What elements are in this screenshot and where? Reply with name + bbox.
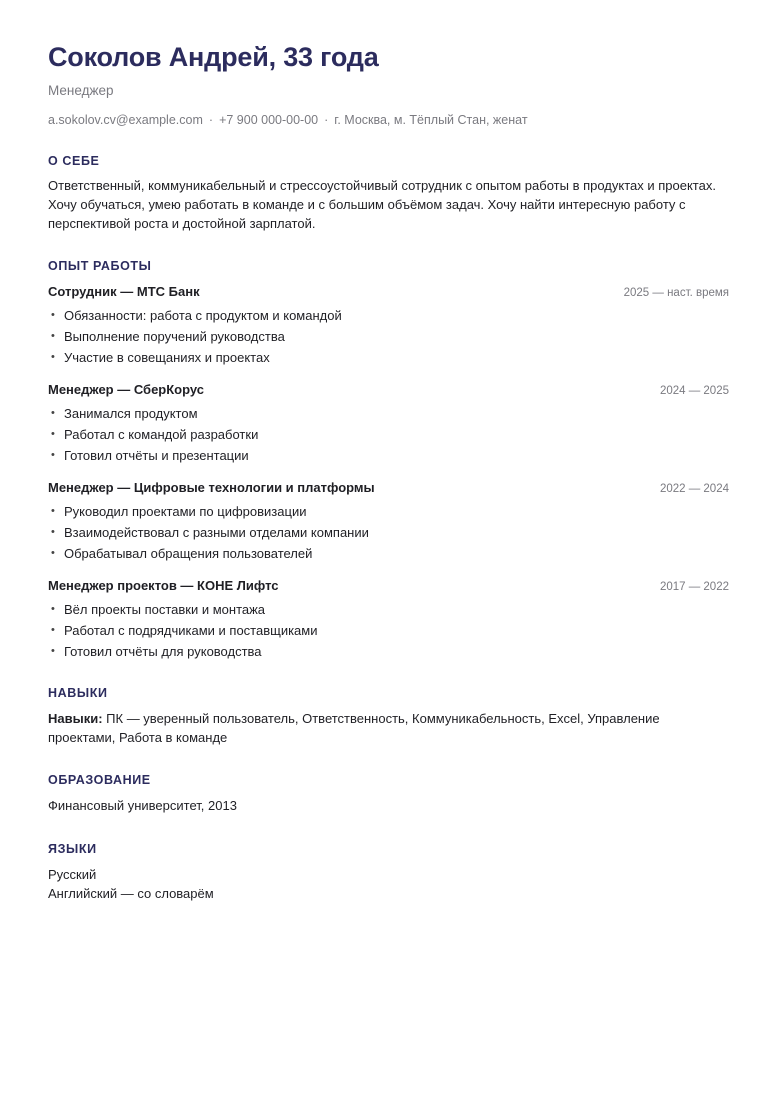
- contact-phone[interactable]: +7 900 000-00-00: [219, 113, 319, 127]
- candidate-name: Соколов Андрей, 33 года: [48, 42, 379, 72]
- bullet-icon: •: [51, 504, 55, 517]
- job-duties-list: [48, 501, 729, 564]
- job-duty: [48, 347, 729, 368]
- language-item: Английский — со словарём: [48, 886, 214, 902]
- contact-location: г. Москва, м. Тёплый Стан, женат: [334, 113, 528, 127]
- job-duty-text: Обрабатывал обращения пользователей: [64, 545, 313, 561]
- about-text: Ответственный, коммуникабельный и стрессоустойчивый сотрудник с опытом работы в продуктах и проектах. Хочу обучаться, умею работать в команде и с большим объёмом задач. Хочу найти интересную работу с перспективой роста и достойной зарплатой.: [48, 178, 716, 232]
- job-dates: 2017 — 2022: [659, 580, 729, 593]
- job-entry: [48, 478, 729, 564]
- bullet-icon: •: [51, 525, 55, 538]
- job-duties-list: [48, 403, 729, 466]
- section-title-skills: НАВЫКИ: [48, 685, 108, 700]
- job-duties-list: [48, 305, 729, 368]
- job-duty: [48, 543, 729, 564]
- job-duty-text: Обязанности: работа с продуктом и командой: [64, 307, 342, 323]
- job-duty: [48, 326, 729, 347]
- bullet-icon: •: [51, 427, 55, 440]
- job-header: [48, 576, 729, 597]
- job-duty: [48, 501, 729, 522]
- bullet-icon: •: [51, 623, 55, 636]
- bullet-icon: •: [51, 644, 55, 657]
- job-header: [48, 478, 729, 499]
- job-dates: 2022 — 2024: [659, 482, 729, 495]
- job-header: [48, 380, 729, 401]
- job-duty: [48, 305, 729, 326]
- job-dates: 2024 — 2025: [659, 384, 729, 397]
- job-duty-text: Готовил отчёты для руководства: [64, 643, 262, 659]
- job-duty-text: Занимался продуктом: [64, 405, 198, 421]
- job-title: Сотрудник — МТС Банк: [48, 283, 200, 299]
- contact-separator: ·: [208, 113, 214, 127]
- job-duty: [48, 445, 729, 466]
- bullet-icon: •: [51, 448, 55, 461]
- section-title-education: ОБРАЗОВАНИЕ: [48, 773, 151, 788]
- contacts-line: [48, 112, 729, 128]
- bullet-icon: •: [51, 546, 55, 559]
- education-text: Финансовый университет, 2013: [48, 798, 237, 814]
- job-duty: [48, 522, 729, 543]
- job-duty-text: Выполнение поручений руководства: [64, 328, 285, 344]
- job-duty-text: Вёл проекты поставки и монтажа: [64, 601, 266, 617]
- job-duties-list: [48, 599, 729, 662]
- job-entry: [48, 380, 729, 466]
- job-title: Менеджер — СберКорус: [48, 381, 205, 397]
- job-dates: 2025 — наст. время: [623, 286, 729, 299]
- job-entry: [48, 576, 729, 662]
- bullet-icon: •: [51, 329, 55, 342]
- bullet-icon: •: [51, 308, 55, 321]
- skills-label: Навыки:: [48, 710, 103, 726]
- candidate-position: Менеджер: [48, 83, 114, 98]
- job-header: [48, 282, 729, 303]
- job-title: Менеджер — Цифровые технологии и платформы: [48, 479, 375, 495]
- job-duty: [48, 403, 729, 424]
- bullet-icon: •: [51, 602, 55, 615]
- contact-separator: ·: [324, 113, 329, 127]
- job-duty: [48, 424, 729, 445]
- section-title-languages: ЯЗЫКИ: [48, 842, 97, 857]
- job-duty: [48, 641, 729, 662]
- job-duty: [48, 599, 729, 620]
- job-duty-text: Руководил проектами по цифровизации: [64, 503, 307, 519]
- section-title-experience: ОПЫТ РАБОТЫ: [48, 258, 152, 273]
- job-duty-text: Взаимодействовал с разными отделами компании: [64, 524, 369, 540]
- job-title: Менеджер проектов — КОНЕ Лифтс: [48, 577, 279, 593]
- job-entry: [48, 282, 729, 368]
- job-duty-text: Работал с командой разработки: [64, 426, 259, 442]
- job-duty-text: Работал с подрядчиками и поставщиками: [64, 622, 318, 638]
- job-duty-text: Участие в совещаниях и проектах: [64, 349, 270, 365]
- section-title-about: О СЕБЕ: [48, 154, 100, 168]
- job-duty: [48, 620, 729, 641]
- bullet-icon: •: [51, 350, 55, 363]
- job-duty-text: Готовил отчёты и презентации: [64, 447, 249, 463]
- bullet-icon: •: [51, 406, 55, 419]
- skills-text: [48, 709, 729, 747]
- contact-email[interactable]: a.sokolov.cv@example.com: [48, 113, 203, 127]
- skills-list: ПК — уверенный пользователь, Ответственность, Коммуникабельность, Excel, Управление проектами, Работа в команде: [48, 710, 660, 745]
- languages-list: [48, 865, 729, 903]
- language-item: Русский: [48, 867, 97, 883]
